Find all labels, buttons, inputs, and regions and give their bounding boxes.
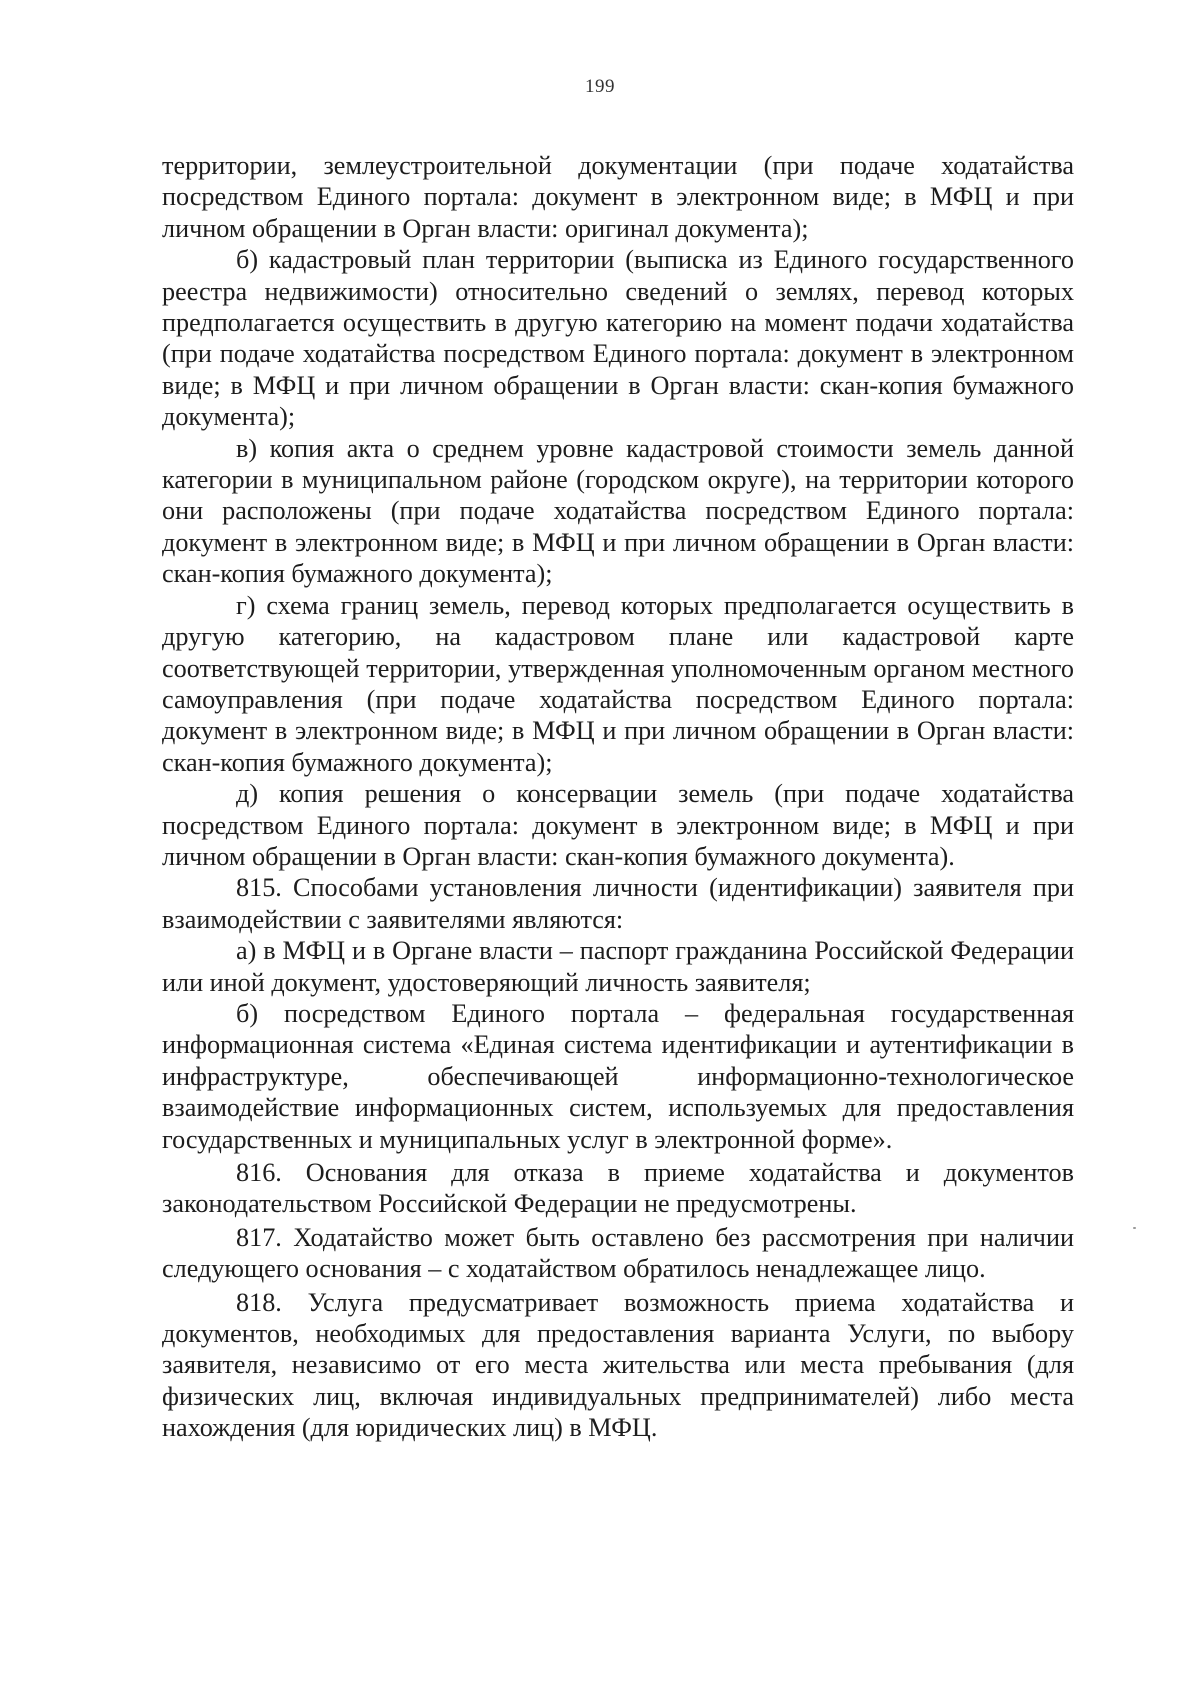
paragraph-815-item-a: а) в МФЦ и в Органе власти – паспорт гражданина Российской Федерации или иной документ, удостоверяющий личность заявителя;: [162, 936, 1074, 997]
paragraph-item-v-cadastral-value-act: в) копия акта о среднем уровне кадастровой стоимости земель данной категории в муниципальном районе (городском округе), на территории которого они расположены (при подаче ходатайства посредством Единого портала: документ в электронном виде; в МФЦ и при личном обращении в Орган власти: скан-копия бумажного документа);: [162, 433, 1074, 589]
page-number: 199: [585, 76, 615, 97]
paragraph-continuation: территории, землеустроительной документации (при подаче ходатайства посредством Единого портала: документ в электронном виде; в МФЦ и при личном обращении в Орган власти: оригинал документа);: [162, 151, 1074, 243]
paragraph-item-d-conservation-decision: д) копия решения о консервации земель (при подаче ходатайства посредством Единого портала: документ в электронном виде; в МФЦ и при личном обращении в Орган власти: скан-копия бумажного документа).: [162, 779, 1074, 871]
paragraph-818: 818. Услуга предусматривает возможность приема ходатайства и документов, необходимых для предоставления варианта Услуги, по выбору заявителя, независимо от его места жительства или места пребывания (для физических лиц, включая индивидуальных предпринимателей) либо места нахождения (для юридических лиц) в МФЦ.: [162, 1287, 1074, 1443]
paragraph-item-g-boundary-scheme: г) схема границ земель, перевод которых предполагается осуществить в другую категорию, на кадастровом плане или кадастровой карте соответствующей территории, утвержденная уполномоченным органом местного самоуправления (при подаче ходатайства посредством Единого портала: документ в электронном виде; в МФЦ и при личном обращении в Орган власти: скан-копия бумажного документа);: [162, 590, 1074, 777]
paragraph-816: 816. Основания для отказа в приеме ходатайства и документов законодательством Российской Федерации не предусмотрены.: [162, 1158, 1074, 1219]
scan-speck: [1133, 1227, 1136, 1229]
paragraph-817: 817. Ходатайство может быть оставлено без рассмотрения при наличии следующего основания – с ходатайством обратилось ненадлежащее лицо.: [162, 1222, 1074, 1284]
paragraph-815-item-b: б) посредством Единого портала – федеральная государственная информационная система «Единая система идентификации и аутентификации в инфраструктуре, обеспечивающей информационно-технологическое взаимодействие информационных систем, используемых для предоставления государственных и муниципальных услуг в электронной форме».: [162, 998, 1074, 1154]
paragraph-item-b-cadastral-plan: б) кадастровый план территории (выписка из Единого государственного реестра недвижимости) относительно сведений о землях, перевод которых предполагается осуществить в другую категорию на момент подачи ходатайства (при подаче ходатайства посредством Единого портала: документ в электронном виде; в МФЦ и при личном обращении в Орган власти: скан-копия бумажного документа);: [162, 245, 1074, 432]
paragraph-815: 815. Способами установления личности (идентификации) заявителя при взаимодействии с заявителями являются:: [162, 873, 1074, 934]
document-body: [162, 150, 1074, 1444]
